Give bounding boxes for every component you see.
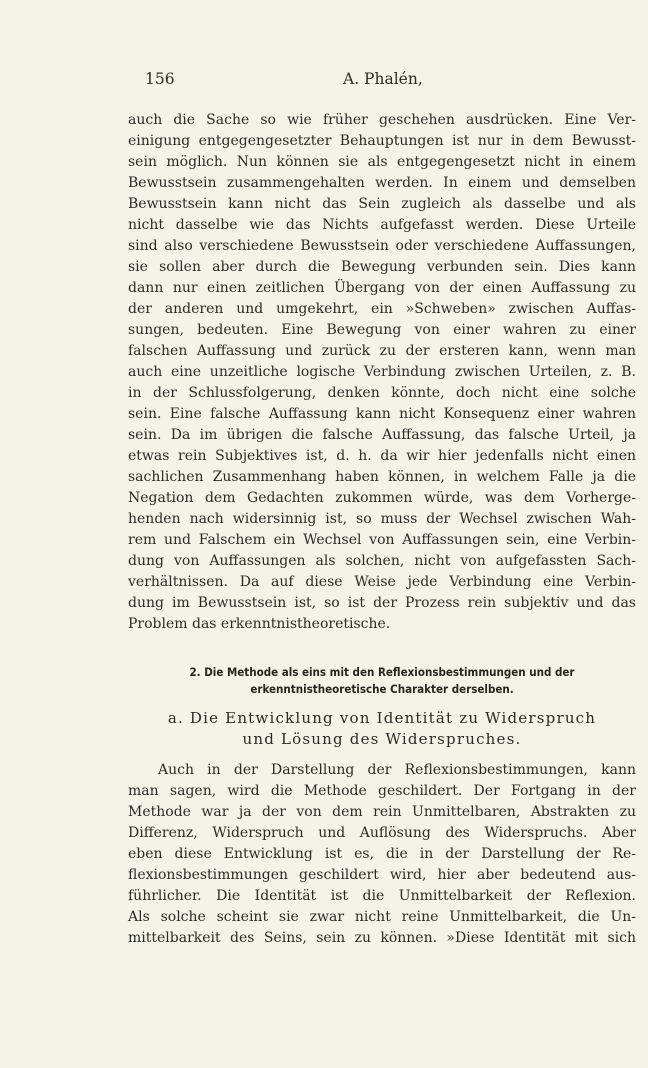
text-line: sie sollen aber durch die Bewegung verbunden sein. Dies kann bbox=[128, 259, 636, 275]
text-line: dung von Auffassungen als solchen, nicht von aufgefassten Sach- bbox=[128, 553, 636, 569]
text-line: führlicher. Die Identität ist die Unmittelbarkeit der Reflexion. bbox=[128, 888, 636, 904]
text-line: dung im Bewusstsein ist, so ist der Prozess rein subjektiv und das bbox=[128, 595, 636, 611]
text-line: auch eine unzeitliche logische Verbindung zwischen Urteilen, z. B. bbox=[128, 364, 636, 380]
sub-heading-line: und Lösung des Widerspruches. bbox=[242, 730, 522, 748]
text-line: Auch in der Darstellung der Reflexionsbestimmungen, kann bbox=[158, 762, 636, 778]
text-line: mittelbarkeit des Seins, sein zu können. »Diese Identität mit sich bbox=[128, 930, 636, 946]
text-line: in der Schlussfolgerung, denken könnte, doch nicht eine solche bbox=[128, 385, 636, 401]
text-line: flexionsbestimmungen geschildert wird, hier aber bedeutend aus- bbox=[128, 867, 636, 883]
text-line: dann nur einen zeitlichen Übergang von der einen Auffassung zu bbox=[128, 280, 636, 296]
text-line: einigung entgegengesetzter Behauptungen ist nur in dem Bewusst- bbox=[128, 133, 636, 149]
text-line: henden nach widersinnig ist, so muss der Wechsel zwischen Wah- bbox=[128, 511, 636, 527]
text-line: sein möglich. Nun können sie als entgegengesetzt nicht in einem bbox=[128, 154, 636, 170]
text-line: sachlichen Zusammenhang haben können, in welchem Falle ja die bbox=[128, 469, 636, 485]
text-line: eben diese Entwicklung ist es, die in der Darstellung der Re- bbox=[128, 846, 636, 862]
section-heading-line: erkenntnistheoretische Charakter derselben. bbox=[250, 682, 514, 696]
text-line: Differenz, Widerspruch und Auflösung des Widerspruchs. Aber bbox=[128, 825, 636, 841]
page-header bbox=[145, 70, 565, 96]
sub-heading bbox=[128, 708, 636, 750]
paragraph-2 bbox=[128, 760, 636, 949]
text-line: etwas rein Subjektives ist, d. h. da wir hier jedenfalls nicht einen bbox=[128, 448, 636, 464]
running-head: A. Phalén, bbox=[343, 70, 423, 88]
section-heading bbox=[128, 664, 636, 698]
page-number: 156 bbox=[145, 70, 175, 88]
text-line: auch die Sache so wie früher geschehen ausdrücken. Eine Ver- bbox=[128, 112, 636, 128]
text-line: nicht dasselbe wie das Nichts aufgefasst werden. Diese Urteile bbox=[128, 217, 636, 233]
text-line: sein. Eine falsche Auffassung kann nicht Konsequenz einer wahren bbox=[128, 406, 636, 422]
text-line: falschen Auffassung und zurück zu der ersteren kann, wenn man bbox=[128, 343, 636, 359]
section-heading-line: 2. Die Methode als eins mit den Reflexionsbestimmungen und der bbox=[189, 665, 575, 679]
text-line: man sagen, wird die Methode geschildert. Der Fortgang in der bbox=[128, 783, 636, 799]
text-line: sungen, bedeuten. Eine Bewegung von einer wahren zu einer bbox=[128, 322, 636, 338]
paragraph-1 bbox=[128, 110, 636, 635]
text-line: rem und Falschem ein Wechsel von Auffassungen sein, eine Verbin- bbox=[128, 532, 636, 548]
text-line: der anderen und umgekehrt, ein »Schweben» zwischen Auffas- bbox=[128, 301, 636, 317]
text-line: Negation dem Gedachten zukommen würde, was dem Vorherge- bbox=[128, 490, 636, 506]
text-line: sein. Da im übrigen die falsche Auffassung, das falsche Urteil, ja bbox=[128, 427, 636, 443]
text-line: sind also verschiedene Bewusstsein oder verschiedene Auffassungen, bbox=[128, 238, 636, 254]
text-line: Methode war ja der von dem rein Unmittelbaren, Abstrakten zu bbox=[128, 804, 636, 820]
text-line: Bewusstsein kann nicht das Sein zugleich als dasselbe und als bbox=[128, 196, 636, 212]
text-line: verhältnissen. Da auf diese Weise jede Verbindung eine Verbin- bbox=[128, 574, 636, 590]
text-line: Problem das erkenntnistheoretische. bbox=[128, 616, 391, 632]
text-line: Bewusstsein zusammengehalten werden. In einem und demselben bbox=[128, 175, 636, 191]
text-line: Als solche scheint sie zwar nicht reine Unmittelbarkeit, die Un- bbox=[128, 909, 636, 925]
sub-heading-line: a. Die Entwicklung von Identität zu Widerspruch bbox=[167, 709, 597, 727]
